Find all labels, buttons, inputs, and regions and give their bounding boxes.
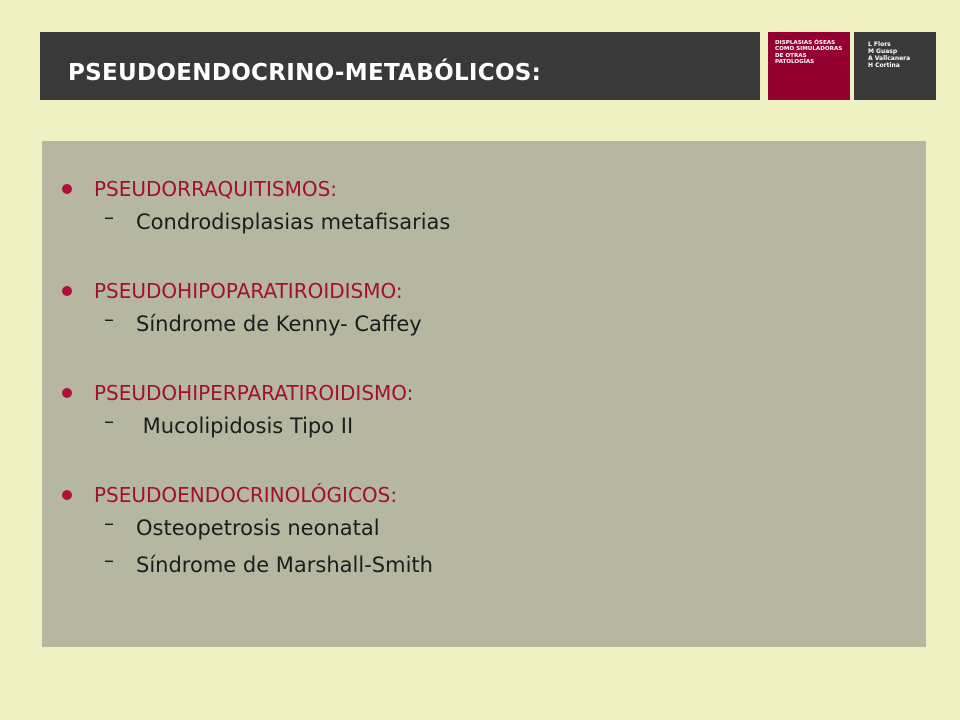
topic-box	[768, 32, 850, 100]
section-heading-row	[42, 378, 926, 408]
list-item-text: Mucolipidosis Tipo II	[136, 414, 354, 438]
topic-label: DISPLASIAS ÓSEAS COMO SIMULADORAS DE OTRAS PATOLOGÍAS	[775, 40, 843, 66]
list-item	[42, 547, 926, 584]
bullet-icon	[62, 184, 72, 194]
section-pseudohipoparatiroidismo	[42, 276, 926, 343]
list-item-text: Condrodisplasias metafisarias	[136, 210, 451, 234]
author-name: M Guasp	[868, 48, 898, 55]
list-item	[42, 408, 926, 445]
author-name: H Cortina	[868, 62, 900, 69]
list-item-text: Síndrome de Kenny- Caffey	[136, 312, 422, 336]
dash-icon: –	[104, 511, 114, 535]
section-pseudoendocrinologicos	[42, 480, 926, 584]
section-heading: PSEUDOHIPERPARATIROIDISMO:	[94, 381, 414, 405]
section-heading: PSEUDORRAQUITISMOS:	[94, 177, 338, 201]
section-heading-row	[42, 174, 926, 204]
list-item-text: Síndrome de Marshall-Smith	[136, 553, 433, 577]
slide-title: PSEUDOENDOCRINO-METABÓLICOS:	[68, 60, 542, 86]
section-heading: PSEUDOHIPOPARATIROIDISMO:	[94, 279, 403, 303]
bullet-icon	[62, 388, 72, 398]
list-item	[42, 510, 926, 547]
section-heading: PSEUDOENDOCRINOLÓGICOS:	[94, 483, 398, 507]
list-item	[42, 204, 926, 241]
authors-box	[854, 32, 936, 100]
section-heading-row	[42, 276, 926, 306]
authors-list	[868, 41, 910, 69]
bullet-icon	[62, 490, 72, 500]
list-item-text: Osteopetrosis neonatal	[136, 516, 380, 540]
dash-icon: –	[104, 307, 114, 331]
dash-icon: –	[104, 409, 114, 433]
author-name: L Flors	[868, 41, 891, 48]
dash-icon: –	[104, 548, 114, 572]
section-list	[42, 174, 926, 584]
list-item	[42, 306, 926, 343]
dash-icon: –	[104, 205, 114, 229]
bullet-icon	[62, 286, 72, 296]
section-heading-row	[42, 480, 926, 510]
content-panel	[42, 141, 926, 647]
author-name: A Vallcanera	[868, 55, 911, 62]
section-pseudohiperparatiroidismo	[42, 378, 926, 445]
title-bar	[40, 32, 760, 100]
section-pseudorraquitismos	[42, 174, 926, 241]
